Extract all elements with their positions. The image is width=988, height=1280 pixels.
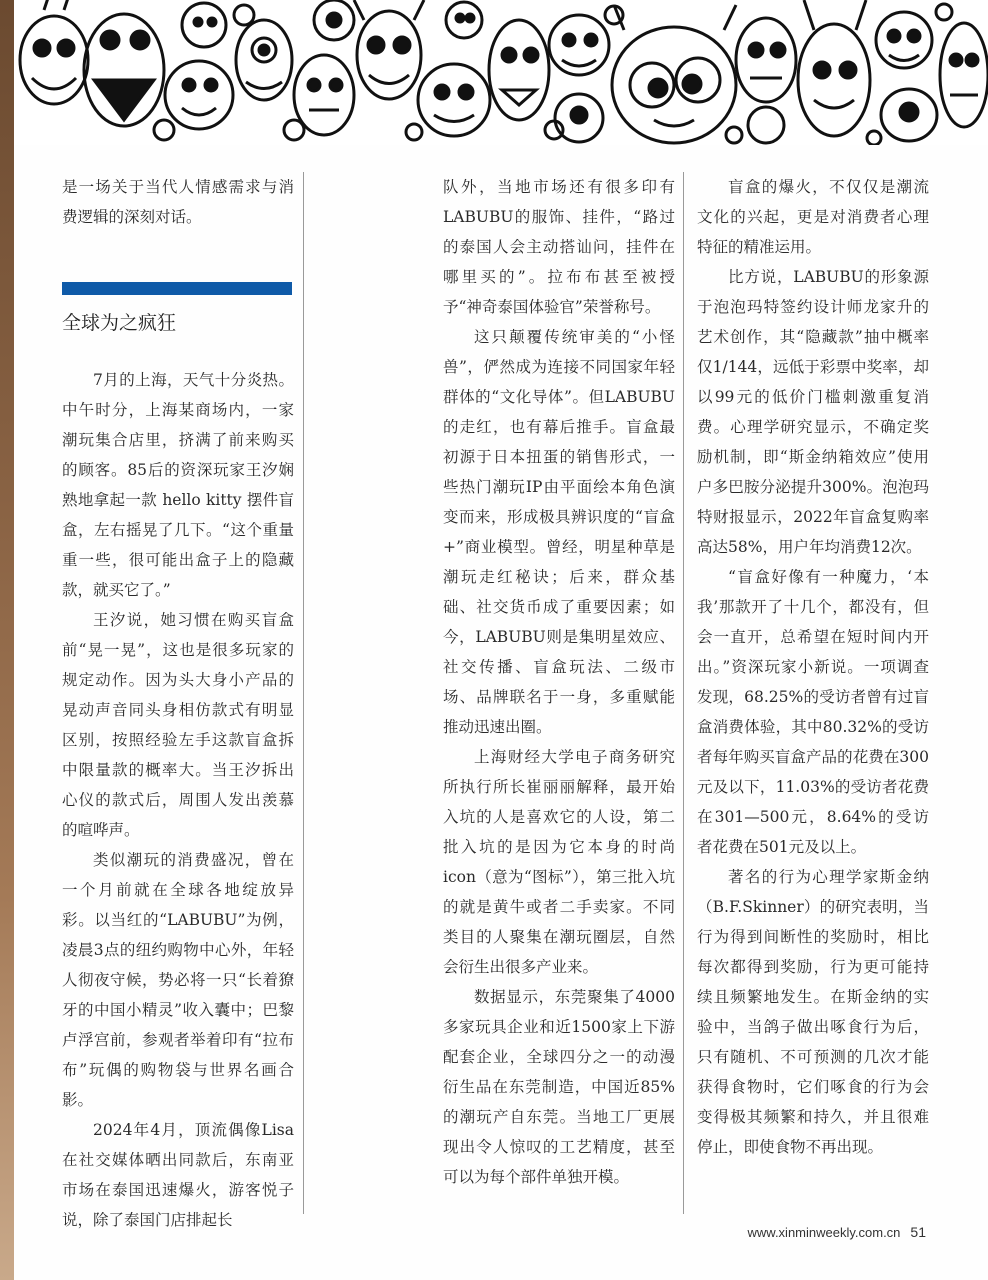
paragraph: “盲盒好像有一种魔力，‘本我’那款开了十几个，都没有，但会一直开，总希望在短时间内开出。”资深玩家小新说。一项调查发现，68.25%的受访者曾有过盲盒消费体验，其中80.32%的受访者每年购买盲盒产品的花费在300元及以下，11.03%的受访者花费在301—500元，8.64%的受访者花费在501元及以上。 bbox=[697, 568, 929, 856]
intro-text: 是一场关于当代人情感需求与消费逻辑的深刻对话。 bbox=[62, 178, 294, 226]
paragraph: 上海财经大学电子商务研究所执行所长崔丽丽解释，最开始入坑的人是喜欢它的人设，第二批入坑的是因为它本身的时尚icon（意为“图标”），第三批入坑的就是黄牛或者二手卖家。不同类目的人聚集在潮玩圈层，自然会衍生出很多产业来。 bbox=[443, 748, 675, 976]
paragraph: 2024年4月，顶流偶像Lisa在社交媒体晒出同款后，东南亚市场在泰国迅速爆火，游客悦子说，除了泰国门店排起长 bbox=[62, 1121, 294, 1229]
section-bar bbox=[62, 282, 292, 295]
page-footer bbox=[748, 1224, 927, 1240]
section-title: 全球为之疯狂 bbox=[62, 312, 177, 334]
paragraph: 类似潮玩的消费盛况，曾在一个月前就在全球各地绽放异彩。以当红的“LABUBU”为例，凌晨3点的纽约购物中心外，年轻人彻夜守候，势必将一只“长着獠牙的中国小精灵”收入囊中；巴黎卢浮宫前，参观者举着印有“拉布布”玩偶的购物袋与世界名画合影。 bbox=[62, 851, 294, 1109]
paragraph: 7月的上海，天气十分炎热。中午时分，上海某商场内，一家潮玩集合店里，挤满了前来购买的顾客。85后的资深玩家王汐娴熟地拿起一款 hello kitty 摆件盲盒，左右摇晃了几下。“这个重量重一些，很可能出盒子上的隐藏款，就买它了。” bbox=[62, 371, 294, 599]
paragraph: 数据显示，东莞聚集了4000多家玩具企业和近1500家上下游配套企业，全球四分之一的动漫衍生品在东莞制造，中国近85%的潮玩产自东莞。当地工厂更展现出令人惊叹的工艺精度，甚至可以为每个部件单独开模。 bbox=[443, 988, 675, 1186]
article-column-2 bbox=[443, 172, 675, 1192]
doodle-monster-illustration bbox=[14, 0, 988, 145]
paragraph: 比方说，LABUBU的形象源于泡泡玛特签约设计师龙家升的艺术创作，其“隐藏款”抽中概率仅1/144，远低于彩票中奖率，却以99元的低价门槛刺激重复消费。心理学研究显示，不确定奖励机制，即“斯金纳箱效应”使用户多巴胺分泌提升300%。泡泡玛特财报显示，2022年盲盒复购率高达58%，用户年均消费12次。 bbox=[697, 268, 929, 556]
article-column-1 bbox=[62, 172, 294, 1235]
paragraph: 王汐说，她习惯在购买盲盒前“晃一晃”，这也是很多玩家的规定动作。因为头大身小产品的晃动声音同头身相仿款式有明显区别，按照经验左手这款盲盒拆中限量款的概率大。当王汐拆出心仪的款式后，周围人发出羡慕的喧哗声。 bbox=[62, 611, 294, 839]
page-number: 51 bbox=[910, 1224, 926, 1240]
paragraph-continued: 队外，当地市场还有很多印有LABUBU的服饰、挂件，“路过的泰国人会主动搭讪问，挂件在哪里买的”。拉布布甚至被授予“神奇泰国体验官”荣誉称号。 bbox=[443, 178, 675, 316]
paragraph: 盲盒的爆火，不仅仅是潮流文化的兴起，更是对消费者心理特征的精准运用。 bbox=[697, 178, 929, 256]
paragraph: 著名的行为心理学家斯金纳（B.F.Skinner）的研究表明，当行为得到间断性的奖励时，相比每次都得到奖励，行为更可能持续且频繁地发生。在斯金纳的实验中，当鸽子做出啄食行为后，只有随机、不可预测的几次才能获得食物时，它们啄食的行为会变得极其频繁和持久，并且很难停止，即使食物不再出现。 bbox=[697, 868, 929, 1156]
photo-edge-strip bbox=[0, 0, 14, 1280]
paragraph: 这只颠覆传统审美的“小怪兽”，俨然成为连接不同国家年轻群体的“文化导体”。但LABUBU的走红，也有幕后推手。盲盒最初源于日本扭蛋的销售形式，一些热门潮玩IP由平面绘本角色演变而来，形成极具辨识度的“盲盒+”商业模型。曾经，明星种草是潮玩走红秘诀；后来，群众基础、社交货币成了重要因素；如今，LABUBU则是集明星效应、社交传播、盲盒玩法、二级市场、品牌联名于一身，多重赋能推动迅速出圈。 bbox=[443, 328, 675, 736]
article-column-3 bbox=[697, 172, 929, 1162]
column-divider-left bbox=[303, 172, 304, 1214]
column-divider-right bbox=[683, 172, 684, 1214]
website-url: www.xinminweekly.com.cn bbox=[747, 1225, 901, 1240]
